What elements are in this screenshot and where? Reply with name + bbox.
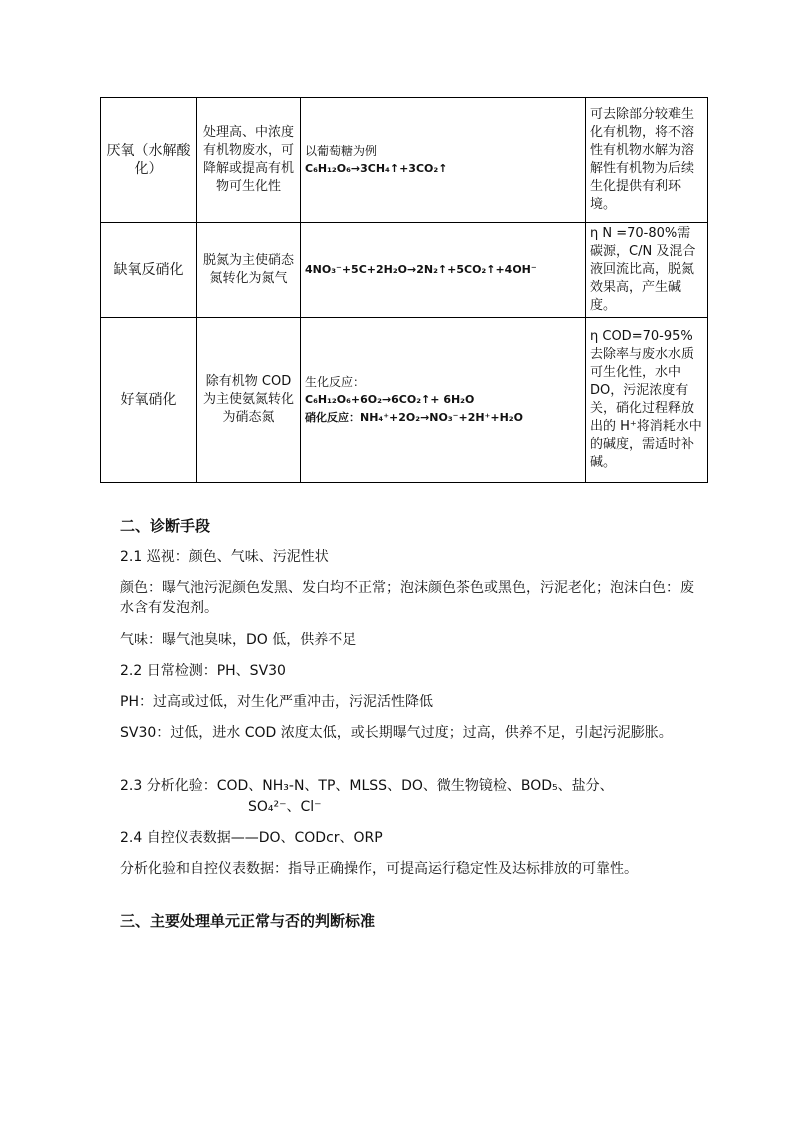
reaction-formula: C₆H₁₂O₆→3CH₄↑+3CO₂↑ — [305, 162, 448, 175]
paragraph: 气味：曝气池臭味，DO 低，供养不足 — [120, 632, 357, 648]
reaction-cell — [301, 318, 586, 483]
subsection-heading: 2.2 日常检测：PH、SV30 — [120, 663, 286, 679]
notes-cell: η N =70-80%需碳源，C/N 及混合液回流比高，脱氮效果高，产生碱度。 — [586, 223, 708, 318]
function-cell: 脱氮为主使硝态氮转化为氮气 — [197, 223, 301, 318]
subsection-continuation: SO₄²⁻、Cl⁻ — [248, 799, 322, 815]
process-cell: 好氧硝化 — [101, 318, 197, 483]
table-row — [101, 318, 708, 483]
table-row — [101, 98, 708, 223]
reaction-line: 以葡萄糖为例 — [305, 144, 378, 158]
reaction-formula: C₆H₁₂O₆+6O₂→6CO₂↑+ 6H₂O — [305, 393, 475, 406]
process-cell: 缺氧反硝化 — [101, 223, 197, 318]
paragraph: SV30：过低，进水 COD 浓度太低，或长期曝气过度；过高，供养不足，引起污泥膨胀。 — [120, 725, 673, 741]
paragraph: PH：过高或过低，对生化严重冲击，污泥活性降低 — [120, 694, 433, 710]
paragraph: 颜色：曝气池污泥颜色发黑、发白均不正常；泡沫颜色茶色或黑色，污泥老化；泡沫白色：废水含有发泡剂。 — [120, 580, 694, 616]
function-cell: 处理高、中浓度有机物废水，可降解或提高有机物可生化性 — [197, 98, 301, 223]
subsection-heading: 2.1 巡视：颜色、气味、污泥性状 — [120, 549, 329, 565]
reaction-formula: 4NO₃⁻+5C+2H₂O→2N₂↑+5CO₂↑+4OH⁻ — [305, 263, 537, 276]
reaction-cell — [301, 98, 586, 223]
table-row — [101, 223, 708, 318]
process-table — [100, 97, 708, 483]
paragraph: 分析化验和自控仪表数据：指导正确操作，可提高运行稳定性及达标排放的可靠性。 — [120, 861, 638, 877]
subsection-heading: 2.4 自控仪表数据——DO、CODcr、ORP — [120, 830, 383, 846]
notes-cell: η COD=70-95% 去除率与废水水质可生化性，水中DO，污泥浓度有关，硝化过程释放出的 H⁺将消耗水中的碱度，需适时补碱。 — [586, 318, 708, 483]
notes-cell: 可去除部分较难生化有机物，将不溶性有机物水解为溶解性有机物为后续生化提供有利环境。 — [586, 98, 708, 223]
subsection-heading: 2.3 分析化验：COD、NH₃-N、TP、MLSS、DO、微生物镜检、BOD₅、盐分、 — [120, 778, 614, 794]
section-heading: 三、主要处理单元正常与否的判断标准 — [120, 912, 376, 930]
reaction-cell — [301, 223, 586, 318]
process-cell: 厌氧（水解酸化） — [101, 98, 197, 223]
section-heading: 二、诊断手段 — [120, 517, 211, 535]
function-cell: 除有机物 COD 为主使氨氮转化为硝态氮 — [197, 318, 301, 483]
reaction-line: 生化反应： — [305, 375, 366, 389]
reaction-formula: 硝化反应：NH₄⁺+2O₂→NO₃⁻+2H⁺+H₂O — [305, 411, 523, 424]
